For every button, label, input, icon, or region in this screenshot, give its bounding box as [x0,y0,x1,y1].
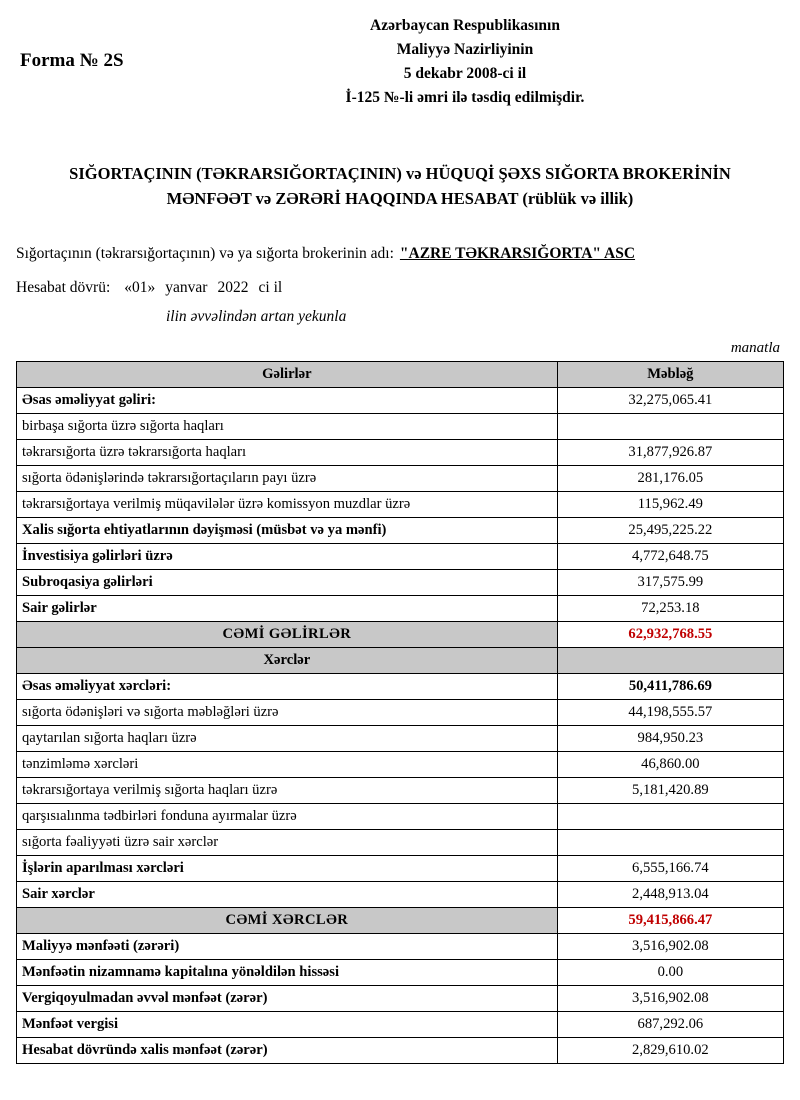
row-label: Sair xərclər [17,881,558,907]
row-label: Xalis sığorta ehtiyatlarının dəyişməsi (müsbət və ya mənfi) [17,517,558,543]
row-value: 317,575.99 [557,569,783,595]
row-label: Vergiqoyulmadan əvvəl mənfəət (zərər) [17,985,558,1011]
table-row [17,881,784,907]
table-row [17,829,784,855]
row-value: 2,829,610.02 [557,1037,783,1063]
approval-line-1: Azərbaycan Respublikasının [370,17,560,34]
period-il: il [273,279,283,297]
table-row [17,387,784,413]
table-row [17,543,784,569]
insurer-name: "AZRE TƏKRARSIĞORTA" ASC [399,244,636,262]
row-value: 72,253.18 [557,595,783,621]
row-label: İşlərin aparılması xərcləri [17,855,558,881]
row-label: Sair gəlirlər [17,595,558,621]
row-label: Mənfəətin nizamnamə kapitalına yönəldilən hissəsi [17,959,558,985]
period-month: yanvar [165,279,208,297]
row-value: 4,772,648.75 [557,543,783,569]
row-label: Əsas əməliyyat gəliri: [17,387,558,413]
row-label: sığorta ödənişlərində təkrarsığortaçıların payı üzrə [17,465,558,491]
form-number: Forma № 2S [20,50,124,71]
period-day: «01» [124,279,156,297]
expense-section-header-row [17,647,784,673]
income-total-row [17,621,784,647]
row-value: 6,555,166.74 [557,855,783,881]
profit-loss-table [16,361,784,1064]
approval-line-2: Maliyyə Nazirliyinin [396,41,534,59]
row-value [557,803,783,829]
row-value: 44,198,555.57 [557,699,783,725]
table-row [17,465,784,491]
table-row [17,1037,784,1063]
document-meta [16,242,784,330]
expense-total-row [17,907,784,933]
expense-total-value: 59,415,866.47 [557,907,783,933]
expense-column-header: Xərclər [17,647,558,673]
row-label: sığorta fəaliyyəti üzrə sair xərclər [17,829,558,855]
income-total-label: CƏMİ GƏLİRLƏR [17,621,558,647]
table-row [17,413,784,439]
amount-column-header: Məbləğ [557,361,783,387]
row-label: Hesabat dövründə xalis mənfəət (zərər) [17,1037,558,1063]
row-value: 281,176.05 [557,465,783,491]
row-value: 2,448,913.04 [557,881,783,907]
row-value: 984,950.23 [557,725,783,751]
table-row [17,855,784,881]
row-label: tənzimləmə xərcləri [17,751,558,777]
table-row [17,725,784,751]
table-row [17,491,784,517]
row-label: qaytarılan sığorta haqları üzrə [17,725,558,751]
row-value: 0.00 [557,959,783,985]
table-header-row [17,361,784,387]
table-row [17,1011,784,1037]
table-row [17,985,784,1011]
table-row [17,439,784,465]
document-title-line-1: SIĞORTAÇININ (TƏKRARSIĞORTAÇININ) və HÜQUQİ ŞƏXS SIĞORTA BROKERİNİN [69,164,731,183]
table-row [17,517,784,543]
period-ci: ci [258,279,270,297]
table-row [17,699,784,725]
row-value [557,413,783,439]
row-value: 3,516,902.08 [557,985,783,1011]
document-title [16,162,784,212]
row-value: 5,181,420.89 [557,777,783,803]
row-value: 32,275,065.41 [557,387,783,413]
insurer-label: Sığortaçının (təkrarsığortaçının) və ya sığorta brokerinin adı: [16,244,394,262]
currency-unit: manatla [730,339,780,356]
row-value: 25,495,225.22 [557,517,783,543]
document-title-line-2: MƏNFƏƏT və ZƏRƏRİ HAQQINDA HESABAT (rüblük və illik) [166,188,634,208]
period-year: 2022 [217,279,249,297]
row-label: Mənfəət vergisi [17,1011,558,1037]
period-row [16,276,784,301]
period-note: ilin əvvəlindən artan yekunla [166,308,347,326]
row-value [557,829,783,855]
row-label: qarşısıalınma tədbirləri fonduna ayırmalar üzrə [17,803,558,829]
table-row [17,933,784,959]
row-label: sığorta ödənişləri və sığorta məbləğləri üzrə [17,699,558,725]
approval-line-4: İ-125 №-li əmri ilə təsdiq edilmişdir. [345,89,585,107]
period-label: Hesabat dövrü: [16,279,111,297]
table-row [17,673,784,699]
table-row [17,751,784,777]
table-row [17,777,784,803]
approval-line-3: 5 dekabr 2008-ci il [403,65,527,83]
document-header [16,14,784,114]
expense-header-amount-cell [557,647,783,673]
table-row [17,569,784,595]
row-label: Əsas əməliyyat xərcləri: [17,673,558,699]
row-label: birbaşa sığorta üzrə sığorta haqları [17,413,558,439]
row-value: 46,860.00 [557,751,783,777]
row-value: 687,292.06 [557,1011,783,1037]
row-label: təkrarsığortaya verilmiş müqavilələr üzrə komissyon muzdlar üzrə [17,491,558,517]
row-label: Subroqasiya gəlirləri [17,569,558,595]
row-label: Maliyyə mənfəəti (zərəri) [17,933,558,959]
expense-total-label: CƏMİ XƏRCLƏR [17,907,558,933]
row-label: təkrarsığorta üzrə təkrarsığorta haqları [17,439,558,465]
income-total-value: 62,932,768.55 [557,621,783,647]
row-value: 3,516,902.08 [557,933,783,959]
approval-block [16,14,784,110]
row-value: 31,877,926.87 [557,439,783,465]
table-row [17,803,784,829]
insurer-row [16,242,784,267]
income-column-header: Gəlirlər [17,361,558,387]
row-value: 115,962.49 [557,491,783,517]
row-label: İnvestisiya gəlirləri üzrə [17,543,558,569]
table-row [17,959,784,985]
row-label: təkrarsığortaya verilmiş sığorta haqları üzrə [17,777,558,803]
row-value: 50,411,786.69 [557,673,783,699]
table-row [17,595,784,621]
